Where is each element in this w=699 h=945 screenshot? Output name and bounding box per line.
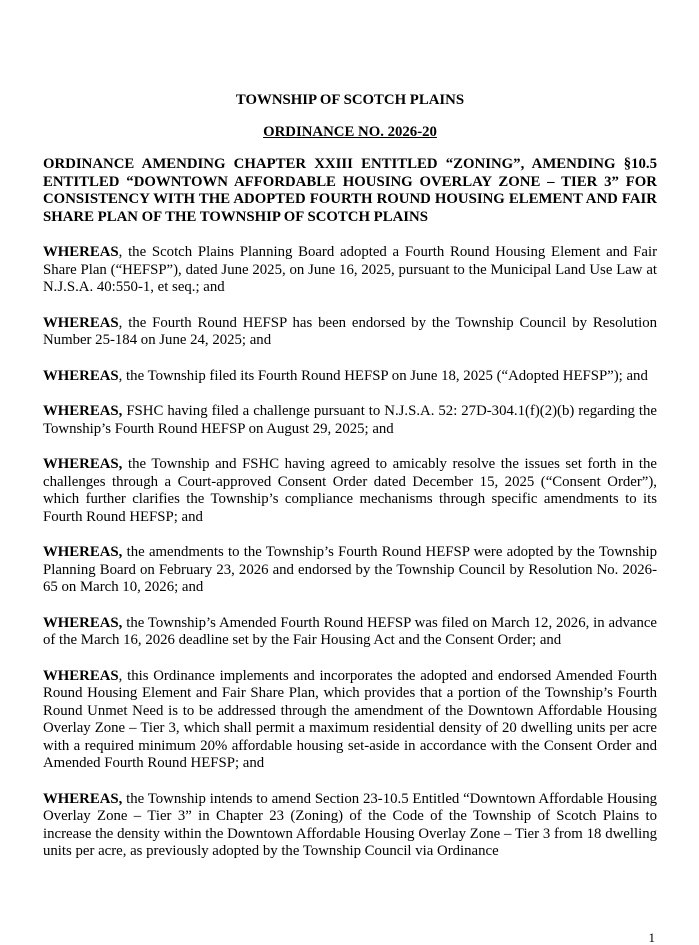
page-number: 1 — [648, 930, 655, 945]
whereas-lead: WHEREAS, — [43, 456, 123, 472]
whereas-paragraph-7 — [43, 615, 657, 650]
whereas-paragraph-9 — [43, 791, 657, 861]
whereas-paragraph-5 — [43, 456, 657, 526]
document-page — [43, 0, 657, 861]
whereas-paragraph-8 — [43, 668, 657, 773]
whereas-lead: WHEREAS, — [43, 614, 123, 631]
paragraph-text: the amendments to the Township’s Fourth Round HEFSP were adopted by the Township Planning Board on February 23, 2026 and endorsed by the Township Council by Resolution No. 2026-65 on March 10, 2026; and — [43, 544, 657, 595]
ordinance-number: ORDINANCE NO. 2026-20 — [263, 123, 437, 140]
whereas-paragraph-4 — [43, 403, 657, 438]
paragraph-text: the Township and FSHC having agreed to amicably resolve the issues set forth in the challenges through a Court-approved Consent Order dated December 15, 2025 (“Consent Order”), which further clarifies the Township’s compliance mechanisms through specific amendments to its Fourth Round HEFSP; and — [43, 456, 657, 525]
whereas-lead: WHEREAS — [43, 667, 119, 684]
paragraph-text: , this Ordinance implements and incorporates the adopted and endorsed Amended Fourth Round Housing Element and Fair Share Plan, which provides that a portion of the Township’s Fourth Round Unmet Need is to be addressed through the amendment of the Downtown Affordable Housing Overlay Zone – Tier 3, which shall permit a maximum residential density of 20 dwelling units per acre with a required minimum 20% affordable housing set-aside in accordance with the Consent Order and Amended Fourth Round HEFSP; and — [43, 667, 657, 771]
whereas-paragraph-2 — [43, 315, 657, 350]
ordinance-heading: ORDINANCE AMENDING CHAPTER XXIII ENTITLED “ZONING”, AMENDING §10.5 ENTITLED “DOWNTOWN AFFORDABLE HOUSING OVERLAY ZONE – TIER 3” FOR CONSISTENCY WITH THE ADOPTED FOURTH ROUND HOUSING ELEMENT AND FAIR SHARE PLAN OF THE TOWNSHIP OF SCOTCH PLAINS — [43, 156, 657, 225]
paragraph-text: FSHC having filed a challenge pursuant to N.J.S.A. 52: 27D-304.1(f)(2)(b) regarding the Township’s Fourth Round HEFSP on August 29, 2025; and — [43, 403, 657, 437]
paragraph-text: , the Fourth Round HEFSP has been endorsed by the Township Council by Resolution Number 25-184 on June 24, 2025; and — [43, 314, 657, 348]
whereas-lead: WHEREAS, — [43, 544, 123, 560]
paragraph-text: , the Township filed its Fourth Round HEFSP on June 18, 2025 (“Adopted HEFSP”); and — [118, 367, 648, 384]
whereas-paragraph-1 — [43, 244, 657, 297]
township-title: TOWNSHIP OF SCOTCH PLAINS — [235, 92, 465, 108]
whereas-lead: WHEREAS — [43, 367, 119, 384]
whereas-lead: WHEREAS, — [43, 790, 123, 807]
whereas-paragraph-6 — [43, 544, 657, 597]
whereas-paragraph-3 — [43, 368, 657, 386]
whereas-lead: WHEREAS — [43, 244, 119, 260]
paragraph-text: the Township’s Amended Fourth Round HEFSP was filed on March 12, 2026, in advance of the March 16, 2026 deadline set by the Fair Housing Act and the Consent Order; and — [43, 614, 657, 648]
whereas-lead: WHEREAS — [43, 314, 119, 331]
paragraph-text: the Township intends to amend Section 23-10.5 Entitled “Downtown Affordable Housing Overlay Zone – Tier 3” in Chapter 23 (Zoning) of the Code of the Township of Scotch Plains to increase the density within the Downtown Affordable Housing Overlay Zone – Tier 3 from 18 dwelling units per acre, as previously adopted by the Township Council via Ordinance — [43, 790, 657, 859]
whereas-lead: WHEREAS, — [43, 403, 123, 419]
paragraph-text: , the Scotch Plains Planning Board adopted a Fourth Round Housing Element and Fair Share Plan (“HEFSP”), dated June 2025, on June 16, 2025, pursuant to the Municipal Land Use Law at N.J.S.A. 40:550-1, et seq.; and — [43, 244, 657, 295]
